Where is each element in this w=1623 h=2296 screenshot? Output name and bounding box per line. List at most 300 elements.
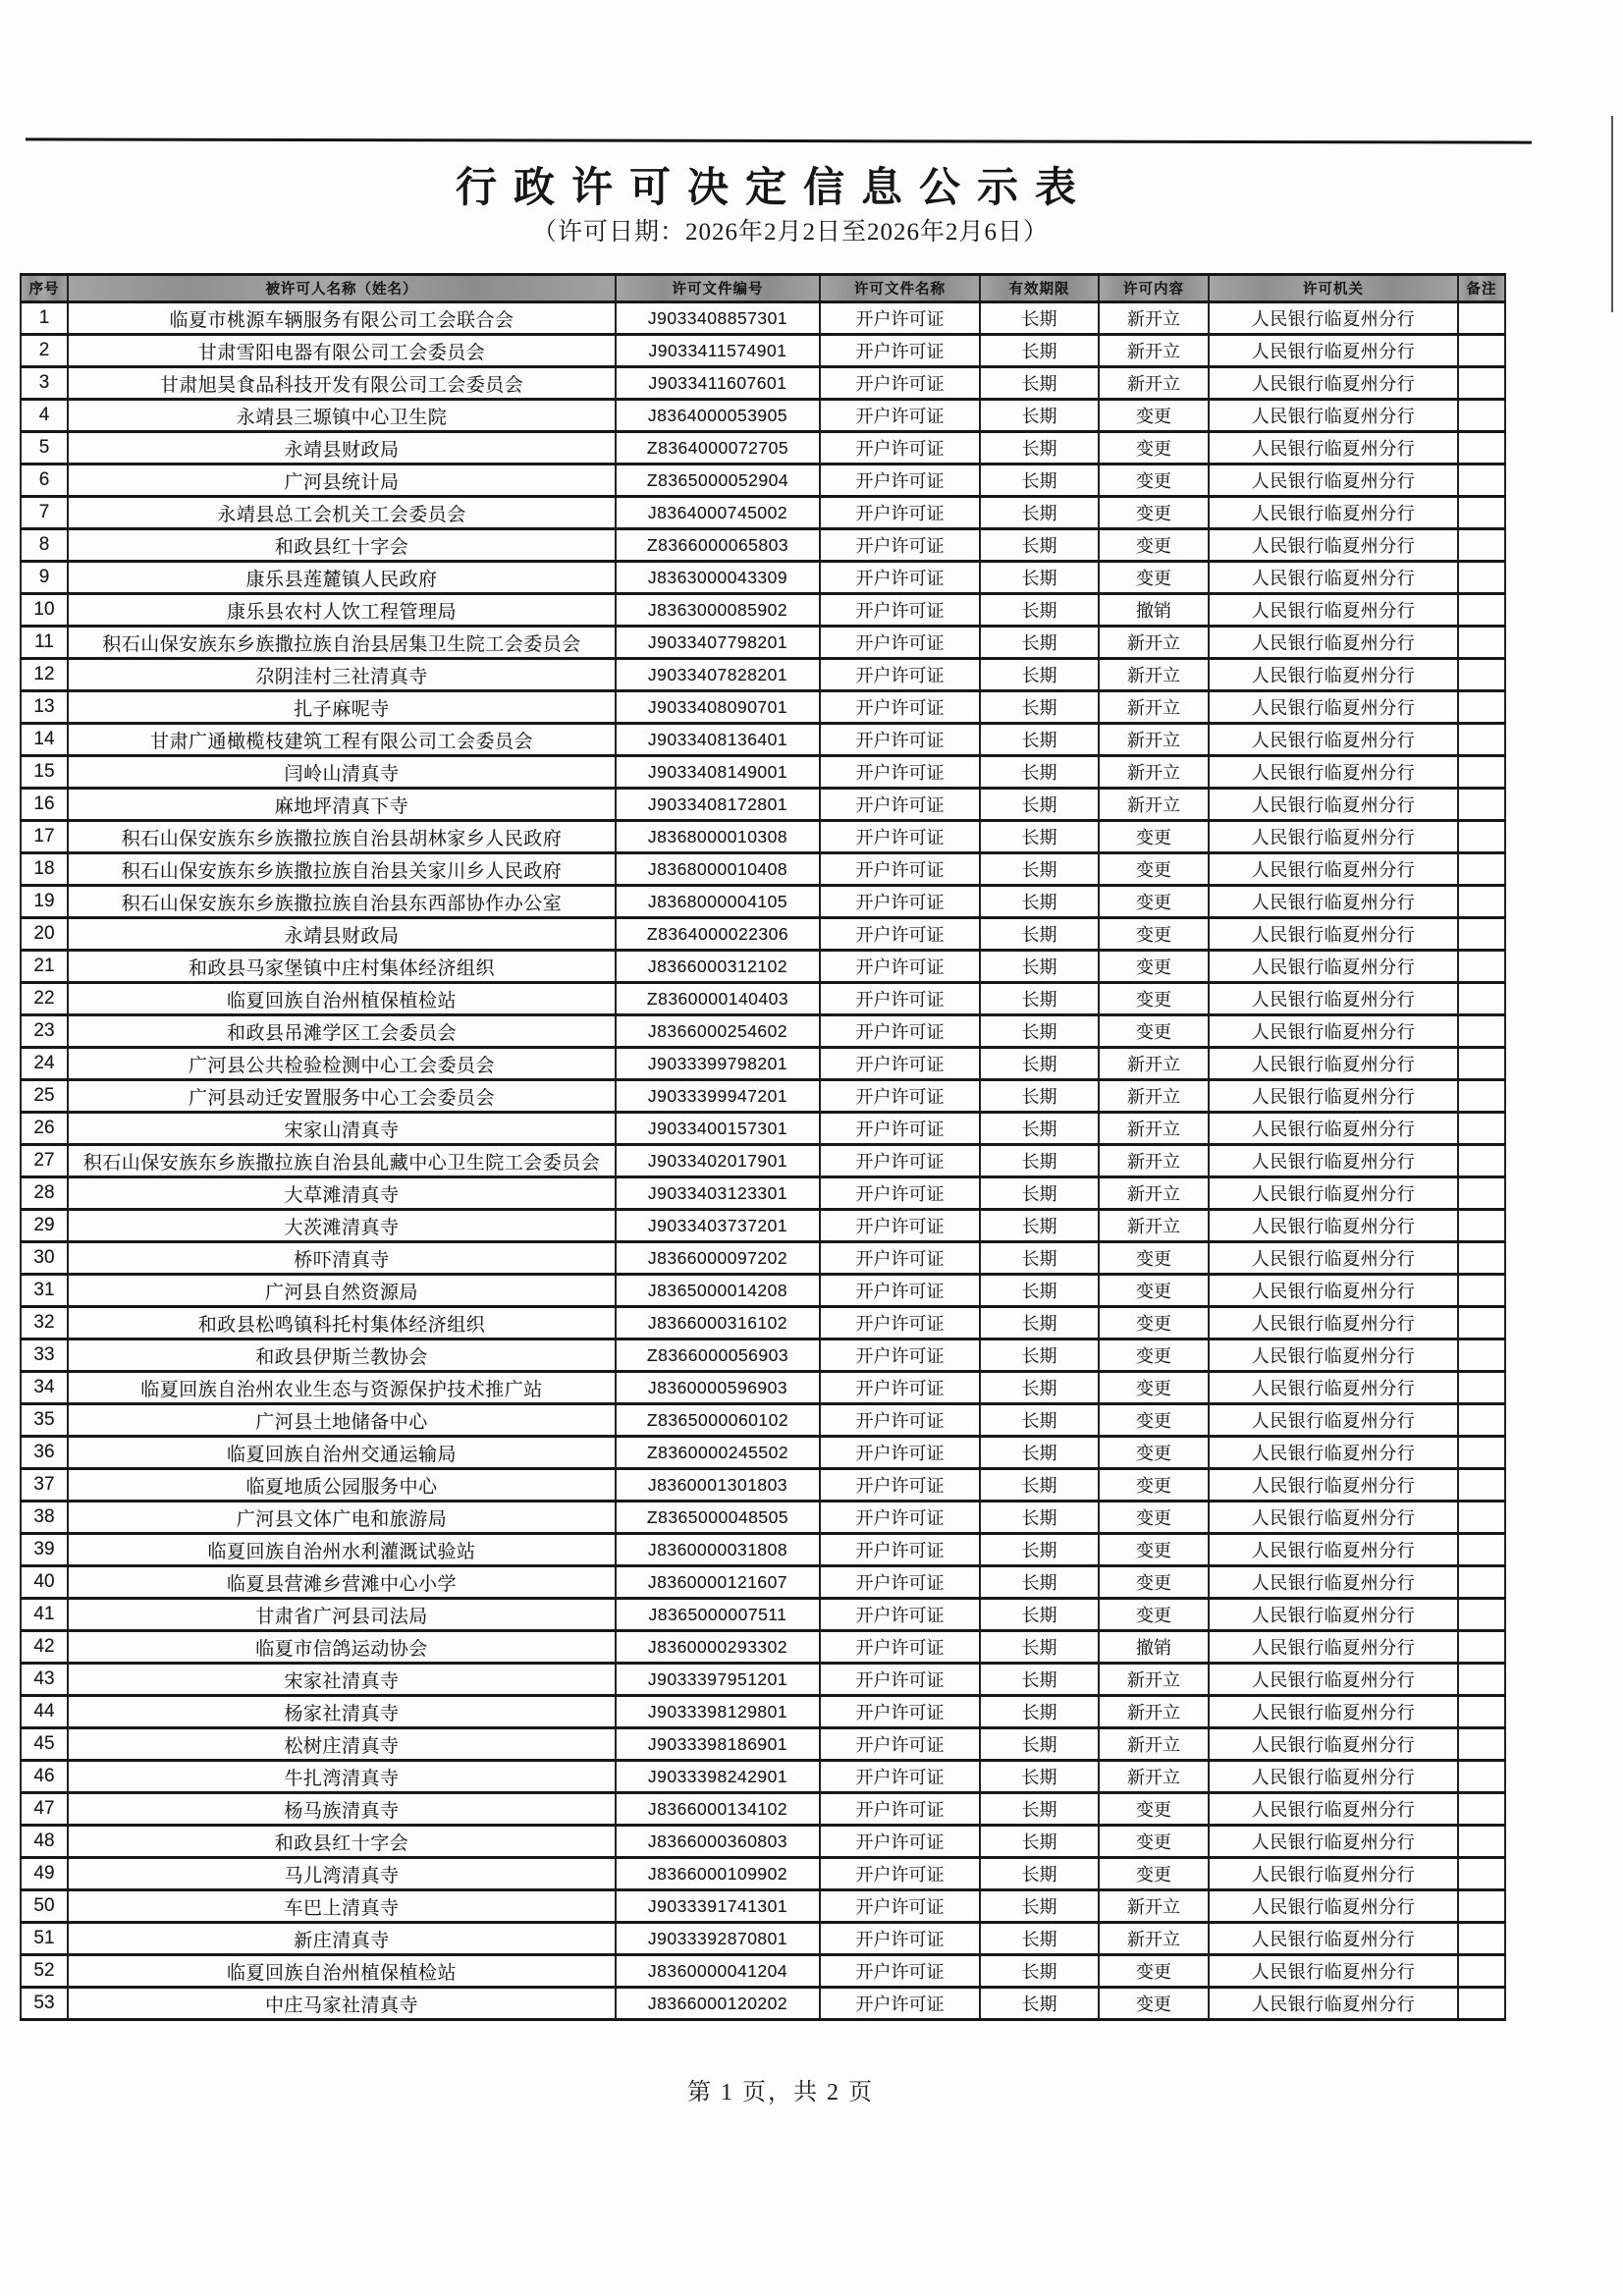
table-cell: 人民银行临夏州分行 [1209, 1955, 1458, 1988]
table-row [21, 1469, 1505, 1502]
table-cell: 长期 [980, 1469, 1099, 1502]
table-cell: Z8364000072705 [616, 432, 820, 465]
table-cell: 开户许可证 [820, 1599, 980, 1631]
table-row [21, 821, 1505, 853]
table-cell: J8360000596903 [616, 1372, 820, 1404]
table-cell: 40 [21, 1566, 68, 1599]
table-cell: 长期 [980, 1599, 1099, 1631]
table-cell [1458, 1080, 1505, 1113]
table-cell: J9033399947201 [616, 1080, 820, 1113]
table-cell: J9033408857301 [616, 302, 820, 335]
table-row [21, 1080, 1505, 1113]
table-row [21, 335, 1505, 367]
table-cell: 长期 [980, 1437, 1099, 1469]
table-cell: 新开立 [1099, 1210, 1209, 1242]
table-cell: 和政县吊滩学区工会委员会 [68, 1015, 616, 1048]
table-cell: 杨家社清真寺 [68, 1696, 616, 1728]
table-row [21, 1826, 1505, 1858]
table-cell: 大茨滩清真寺 [68, 1210, 616, 1242]
table-cell: 开户许可证 [820, 1339, 980, 1372]
table-cell: 人民银行临夏州分行 [1209, 1307, 1458, 1339]
table-cell [1458, 886, 1505, 918]
table-cell [1458, 918, 1505, 951]
table-row [21, 1177, 1505, 1210]
table-cell: 长期 [980, 1372, 1099, 1404]
table-cell: 长期 [980, 1988, 1099, 2020]
table-cell [1458, 562, 1505, 594]
table-row [21, 1015, 1505, 1048]
table-cell: 长期 [980, 918, 1099, 951]
table-cell: 45 [21, 1728, 68, 1761]
table-cell: 开户许可证 [820, 886, 980, 918]
table-cell: 开户许可证 [820, 1696, 980, 1728]
table-cell: 广河县公共检验检测中心工会委员会 [68, 1048, 616, 1080]
table-cell: 长期 [980, 627, 1099, 659]
table-cell: 开户许可证 [820, 627, 980, 659]
table-row [21, 594, 1505, 627]
table-cell: 4 [21, 400, 68, 432]
table-cell: 积石山保安族东乡族撒拉族自治县居集卫生院工会委员会 [68, 627, 616, 659]
table-row [21, 1534, 1505, 1566]
table-cell: 长期 [980, 1826, 1099, 1858]
table-cell: 撤销 [1099, 1631, 1209, 1664]
table-cell: 开户许可证 [820, 1826, 980, 1858]
table-cell: 人民银行临夏州分行 [1209, 853, 1458, 886]
table-cell [1458, 659, 1505, 691]
table-cell [1458, 756, 1505, 789]
table-cell [1458, 335, 1505, 367]
table-row [21, 1372, 1505, 1404]
table-cell [1458, 1793, 1505, 1826]
table-row [21, 1696, 1505, 1728]
table-cell: 马儿湾清真寺 [68, 1858, 616, 1890]
table-cell: 变更 [1099, 1275, 1209, 1307]
table-cell: 44 [21, 1696, 68, 1728]
table-cell: 开户许可证 [820, 983, 980, 1015]
table-cell: 7 [21, 497, 68, 529]
table-cell: 开户许可证 [820, 1955, 980, 1988]
table-cell: 长期 [980, 1502, 1099, 1534]
table-cell: J8360001301803 [616, 1469, 820, 1502]
table-cell: 开户许可证 [820, 1275, 980, 1307]
table-cell: 新开立 [1099, 302, 1209, 335]
table-cell: 8 [21, 529, 68, 562]
table-cell: 人民银行临夏州分行 [1209, 529, 1458, 562]
table-cell: 临夏回族自治州植保植检站 [68, 983, 616, 1015]
table-cell: 人民银行临夏州分行 [1209, 400, 1458, 432]
table-cell: J8366000097202 [616, 1242, 820, 1275]
table-cell: J8366000134102 [616, 1793, 820, 1826]
table-cell: 开户许可证 [820, 1793, 980, 1826]
table-cell: 人民银行临夏州分行 [1209, 1404, 1458, 1437]
table-cell: J9033407828201 [616, 659, 820, 691]
table-cell: 人民银行临夏州分行 [1209, 594, 1458, 627]
table-cell: 21 [21, 951, 68, 983]
table-cell: 长期 [980, 1339, 1099, 1372]
table-cell: 变更 [1099, 1502, 1209, 1534]
table-row [21, 1437, 1505, 1469]
table-cell: 新开立 [1099, 1923, 1209, 1955]
page-subtitle: （许可日期：2026年2月2日至2026年2月6日） [531, 219, 1049, 246]
table-cell: 开户许可证 [820, 1566, 980, 1599]
table-cell: J9033408149001 [616, 756, 820, 789]
table-cell: 牛扎湾清真寺 [68, 1761, 616, 1793]
table-cell: 2 [21, 335, 68, 367]
table-cell: 长期 [980, 1761, 1099, 1793]
table-cell: 长期 [980, 659, 1099, 691]
table-cell [1458, 951, 1505, 983]
table-cell: 积石山保安族东乡族撒拉族自治县东西部协作办公室 [68, 886, 616, 918]
table-cell [1458, 821, 1505, 853]
table-cell: 撤销 [1099, 594, 1209, 627]
table-cell: 长期 [980, 1275, 1099, 1307]
table-cell: 长期 [980, 302, 1099, 335]
table-cell: 11 [21, 627, 68, 659]
table-cell: 尕阴洼村三社清真寺 [68, 659, 616, 691]
table-cell: J8368000010308 [616, 821, 820, 853]
table-cell: 变更 [1099, 886, 1209, 918]
table-cell [1458, 1955, 1505, 1988]
table-row [21, 1275, 1505, 1307]
table-cell: 长期 [980, 432, 1099, 465]
table-cell: 变更 [1099, 465, 1209, 497]
table-cell: 变更 [1099, 1988, 1209, 2020]
table-cell: 长期 [980, 691, 1099, 724]
table-cell: 34 [21, 1372, 68, 1404]
table-cell: 变更 [1099, 529, 1209, 562]
table-cell: 新开立 [1099, 1761, 1209, 1793]
table-cell: J8368000004105 [616, 886, 820, 918]
table-cell: 杨马族清真寺 [68, 1793, 616, 1826]
table-cell: 5 [21, 432, 68, 465]
table-cell: 开户许可证 [820, 821, 980, 853]
table-cell: J9033403737201 [616, 1210, 820, 1242]
table-cell: 开户许可证 [820, 1988, 980, 2020]
table-cell: 人民银行临夏州分行 [1209, 1275, 1458, 1307]
table-cell: 48 [21, 1826, 68, 1858]
table-row [21, 1988, 1505, 2020]
table-cell: 开户许可证 [820, 594, 980, 627]
table-cell: 开户许可证 [820, 465, 980, 497]
table-cell: 长期 [980, 1048, 1099, 1080]
table-cell: 22 [21, 983, 68, 1015]
table-cell: 临夏地质公园服务中心 [68, 1469, 616, 1502]
table-cell: Z8365000048505 [616, 1502, 820, 1534]
table-cell: 开户许可证 [820, 1534, 980, 1566]
table-cell: 开户许可证 [820, 789, 980, 821]
table-cell: 变更 [1099, 562, 1209, 594]
column-header: 序号 [21, 275, 68, 302]
table-cell: 开户许可证 [820, 659, 980, 691]
table-row [21, 1890, 1505, 1923]
table-cell: J9033408172801 [616, 789, 820, 821]
table-cell: 3 [21, 367, 68, 400]
table-cell: 12 [21, 659, 68, 691]
table-cell: 人民银行临夏州分行 [1209, 1858, 1458, 1890]
table-cell: J9033411574901 [616, 335, 820, 367]
table-cell [1458, 1469, 1505, 1502]
table-cell [1458, 497, 1505, 529]
table-row [21, 789, 1505, 821]
table-cell: 开户许可证 [820, 1080, 980, 1113]
table-cell: 49 [21, 1858, 68, 1890]
table-row [21, 1728, 1505, 1761]
table-cell: 甘肃广通橄榄枝建筑工程有限公司工会委员会 [68, 724, 616, 756]
table-cell: 变更 [1099, 1307, 1209, 1339]
page-title: 行政许可决定信息公示表 [455, 166, 1093, 211]
table-cell: 积石山保安族东乡族撒拉族自治县癿藏中心卫生院工会委员会 [68, 1145, 616, 1177]
table-cell: 甘肃雪阳电器有限公司工会委员会 [68, 335, 616, 367]
table-cell: 开户许可证 [820, 1923, 980, 1955]
table-cell: J9033398242901 [616, 1761, 820, 1793]
table-cell [1458, 627, 1505, 659]
table-cell: 人民银行临夏州分行 [1209, 1502, 1458, 1534]
table-cell: 23 [21, 1015, 68, 1048]
table-cell: 长期 [980, 1923, 1099, 1955]
table-cell: 46 [21, 1761, 68, 1793]
table-cell: 16 [21, 789, 68, 821]
table-cell: 开户许可证 [820, 1372, 980, 1404]
table-cell: 新开立 [1099, 724, 1209, 756]
table-cell: Z8360000245502 [616, 1437, 820, 1469]
table-cell: 人民银行临夏州分行 [1209, 1339, 1458, 1372]
table-cell: 开户许可证 [820, 497, 980, 529]
table-row [21, 756, 1505, 789]
table-row [21, 1664, 1505, 1696]
table-cell: 33 [21, 1339, 68, 1372]
table-cell: J9033399798201 [616, 1048, 820, 1080]
table-cell: 长期 [980, 1793, 1099, 1826]
table-cell [1458, 1307, 1505, 1339]
table-cell: 变更 [1099, 432, 1209, 465]
table-cell: 人民银行临夏州分行 [1209, 1177, 1458, 1210]
table-cell: 25 [21, 1080, 68, 1113]
table-cell: 人民银行临夏州分行 [1209, 1469, 1458, 1502]
table-cell: 松树庄清真寺 [68, 1728, 616, 1761]
table-cell: 长期 [980, 756, 1099, 789]
table-cell: 永靖县财政局 [68, 432, 616, 465]
table-cell: 长期 [980, 1177, 1099, 1210]
table-cell: 29 [21, 1210, 68, 1242]
table-row [21, 1761, 1505, 1793]
table-cell: 开户许可证 [820, 1145, 980, 1177]
table-cell [1458, 1210, 1505, 1242]
table-cell [1458, 1534, 1505, 1566]
table-cell: 长期 [980, 951, 1099, 983]
table-cell: 长期 [980, 1696, 1099, 1728]
table-row [21, 918, 1505, 951]
table-cell: 开户许可证 [820, 724, 980, 756]
table-cell: 人民银行临夏州分行 [1209, 1048, 1458, 1080]
table-cell: J8360000293302 [616, 1631, 820, 1664]
table-cell: 和政县马家堡镇中庄村集体经济组织 [68, 951, 616, 983]
table-cell: 变更 [1099, 400, 1209, 432]
table-cell: 开户许可证 [820, 951, 980, 983]
table-cell: 宋家山清真寺 [68, 1113, 616, 1145]
table-cell [1458, 1177, 1505, 1210]
table-cell [1458, 1858, 1505, 1890]
table-cell: 长期 [980, 335, 1099, 367]
table-row [21, 691, 1505, 724]
table-cell: 开户许可证 [820, 1761, 980, 1793]
table-cell: 35 [21, 1404, 68, 1437]
table-cell: 变更 [1099, 1858, 1209, 1890]
table-cell: 广河县动迁安置服务中心工会委员会 [68, 1080, 616, 1113]
table-cell: 长期 [980, 400, 1099, 432]
table-cell: 开户许可证 [820, 1437, 980, 1469]
table-cell: 人民银行临夏州分行 [1209, 497, 1458, 529]
table-cell: 长期 [980, 594, 1099, 627]
table-cell: 19 [21, 886, 68, 918]
table-row [21, 1793, 1505, 1826]
table-cell: 人民银行临夏州分行 [1209, 1728, 1458, 1761]
table-row [21, 1599, 1505, 1631]
table-cell: 新开立 [1099, 367, 1209, 400]
table-cell: 长期 [980, 1307, 1099, 1339]
table-cell: 长期 [980, 1242, 1099, 1275]
table-cell: J9033408090701 [616, 691, 820, 724]
table-cell: 开户许可证 [820, 367, 980, 400]
table-cell: 13 [21, 691, 68, 724]
table-cell: 26 [21, 1113, 68, 1145]
table-cell: 和政县红十字会 [68, 529, 616, 562]
table-cell: 人民银行临夏州分行 [1209, 1664, 1458, 1696]
table-cell: 新开立 [1099, 1696, 1209, 1728]
table-row [21, 659, 1505, 691]
table-cell: 临夏市桃源车辆服务有限公司工会联合会 [68, 302, 616, 335]
table-cell: 15 [21, 756, 68, 789]
top-rule [26, 137, 1532, 143]
table-cell: 新开立 [1099, 1728, 1209, 1761]
table-cell: 变更 [1099, 1534, 1209, 1566]
table-row [21, 1113, 1505, 1145]
table-cell: 14 [21, 724, 68, 756]
column-header: 许可文件名称 [820, 275, 980, 302]
table-cell: 人民银行临夏州分行 [1209, 1534, 1458, 1566]
column-header: 许可文件编号 [616, 275, 820, 302]
table-cell: 长期 [980, 1728, 1099, 1761]
table-cell: 变更 [1099, 983, 1209, 1015]
table-row [21, 367, 1505, 400]
table-cell: 人民银行临夏州分行 [1209, 1015, 1458, 1048]
table-cell: 临夏县营滩乡营滩中心小学 [68, 1566, 616, 1599]
table-cell: 广河县土地储备中心 [68, 1404, 616, 1437]
table-cell: 临夏回族自治州植保植检站 [68, 1955, 616, 1988]
table-cell: J8360000121607 [616, 1566, 820, 1599]
table-cell: 永靖县总工会机关工会委员会 [68, 497, 616, 529]
table-cell [1458, 529, 1505, 562]
table-cell: 变更 [1099, 1599, 1209, 1631]
table-cell [1458, 1275, 1505, 1307]
table-cell: 开户许可证 [820, 432, 980, 465]
table-cell: 开户许可证 [820, 562, 980, 594]
table-cell: Z8365000052904 [616, 465, 820, 497]
table-cell: 和政县伊斯兰教协会 [68, 1339, 616, 1372]
table-cell: 变更 [1099, 1469, 1209, 1502]
table-cell: J8368000010408 [616, 853, 820, 886]
table-cell: 人民银行临夏州分行 [1209, 951, 1458, 983]
table-cell: 长期 [980, 1631, 1099, 1664]
table-cell: 31 [21, 1275, 68, 1307]
table-cell: J8364000745002 [616, 497, 820, 529]
table-cell: 人民银行临夏州分行 [1209, 1793, 1458, 1826]
table-cell: 开户许可证 [820, 1469, 980, 1502]
table-cell [1458, 1113, 1505, 1145]
table-row [21, 724, 1505, 756]
table-cell: 人民银行临夏州分行 [1209, 789, 1458, 821]
table-cell: 10 [21, 594, 68, 627]
table-cell: 变更 [1099, 1826, 1209, 1858]
table-cell [1458, 594, 1505, 627]
table-row [21, 1923, 1505, 1955]
table-cell [1458, 1145, 1505, 1177]
table-cell: 长期 [980, 465, 1099, 497]
table-cell: Z8366000065803 [616, 529, 820, 562]
table-cell: J9033398129801 [616, 1696, 820, 1728]
table-cell: 新开立 [1099, 1177, 1209, 1210]
table-cell [1458, 302, 1505, 335]
table-cell: 人民银行临夏州分行 [1209, 1988, 1458, 2020]
table-cell: 桥吓清真寺 [68, 1242, 616, 1275]
table-row [21, 627, 1505, 659]
table-cell: 变更 [1099, 1242, 1209, 1275]
table-cell: 广河县文体广电和旅游局 [68, 1502, 616, 1534]
table-cell: 积石山保安族东乡族撒拉族自治县胡林家乡人民政府 [68, 821, 616, 853]
table-cell: 50 [21, 1890, 68, 1923]
table-cell [1458, 1502, 1505, 1534]
table-cell: 17 [21, 821, 68, 853]
table-cell: 康乐县农村人饮工程管理局 [68, 594, 616, 627]
table-cell: 广河县统计局 [68, 465, 616, 497]
table-cell: 开户许可证 [820, 1015, 980, 1048]
table-cell: 开户许可证 [820, 691, 980, 724]
table-cell: 28 [21, 1177, 68, 1210]
table-cell: 积石山保安族东乡族撒拉族自治县关家川乡人民政府 [68, 853, 616, 886]
table-cell [1458, 789, 1505, 821]
table-cell: 永靖县财政局 [68, 918, 616, 951]
table-cell: J8366000360803 [616, 1826, 820, 1858]
table-row [21, 886, 1505, 918]
table-cell: 开户许可证 [820, 302, 980, 335]
table-cell: J8363000043309 [616, 562, 820, 594]
table-cell: J8366000312102 [616, 951, 820, 983]
table-cell: 变更 [1099, 1015, 1209, 1048]
table-cell: 6 [21, 465, 68, 497]
table-cell [1458, 691, 1505, 724]
table-cell: 新庄清真寺 [68, 1923, 616, 1955]
table-cell [1458, 1696, 1505, 1728]
table-cell [1458, 1631, 1505, 1664]
table-cell: 人民银行临夏州分行 [1209, 627, 1458, 659]
table-cell: 53 [21, 1988, 68, 2020]
table-row [21, 497, 1505, 529]
table-cell: 车巴上清真寺 [68, 1890, 616, 1923]
table-cell: 人民银行临夏州分行 [1209, 918, 1458, 951]
table-cell: 开户许可证 [820, 1664, 980, 1696]
table-cell: 人民银行临夏州分行 [1209, 335, 1458, 367]
table-cell: 开户许可证 [820, 853, 980, 886]
table-row [21, 951, 1505, 983]
table-row [21, 1502, 1505, 1534]
table-row [21, 1631, 1505, 1664]
column-header: 许可内容 [1099, 275, 1209, 302]
table-cell: 9 [21, 562, 68, 594]
table-row [21, 1307, 1505, 1339]
table-cell: 甘肃省广河县司法局 [68, 1599, 616, 1631]
table-cell: 开户许可证 [820, 1113, 980, 1145]
table-cell: 新开立 [1099, 1080, 1209, 1113]
table-cell: Z8366000056903 [616, 1339, 820, 1372]
